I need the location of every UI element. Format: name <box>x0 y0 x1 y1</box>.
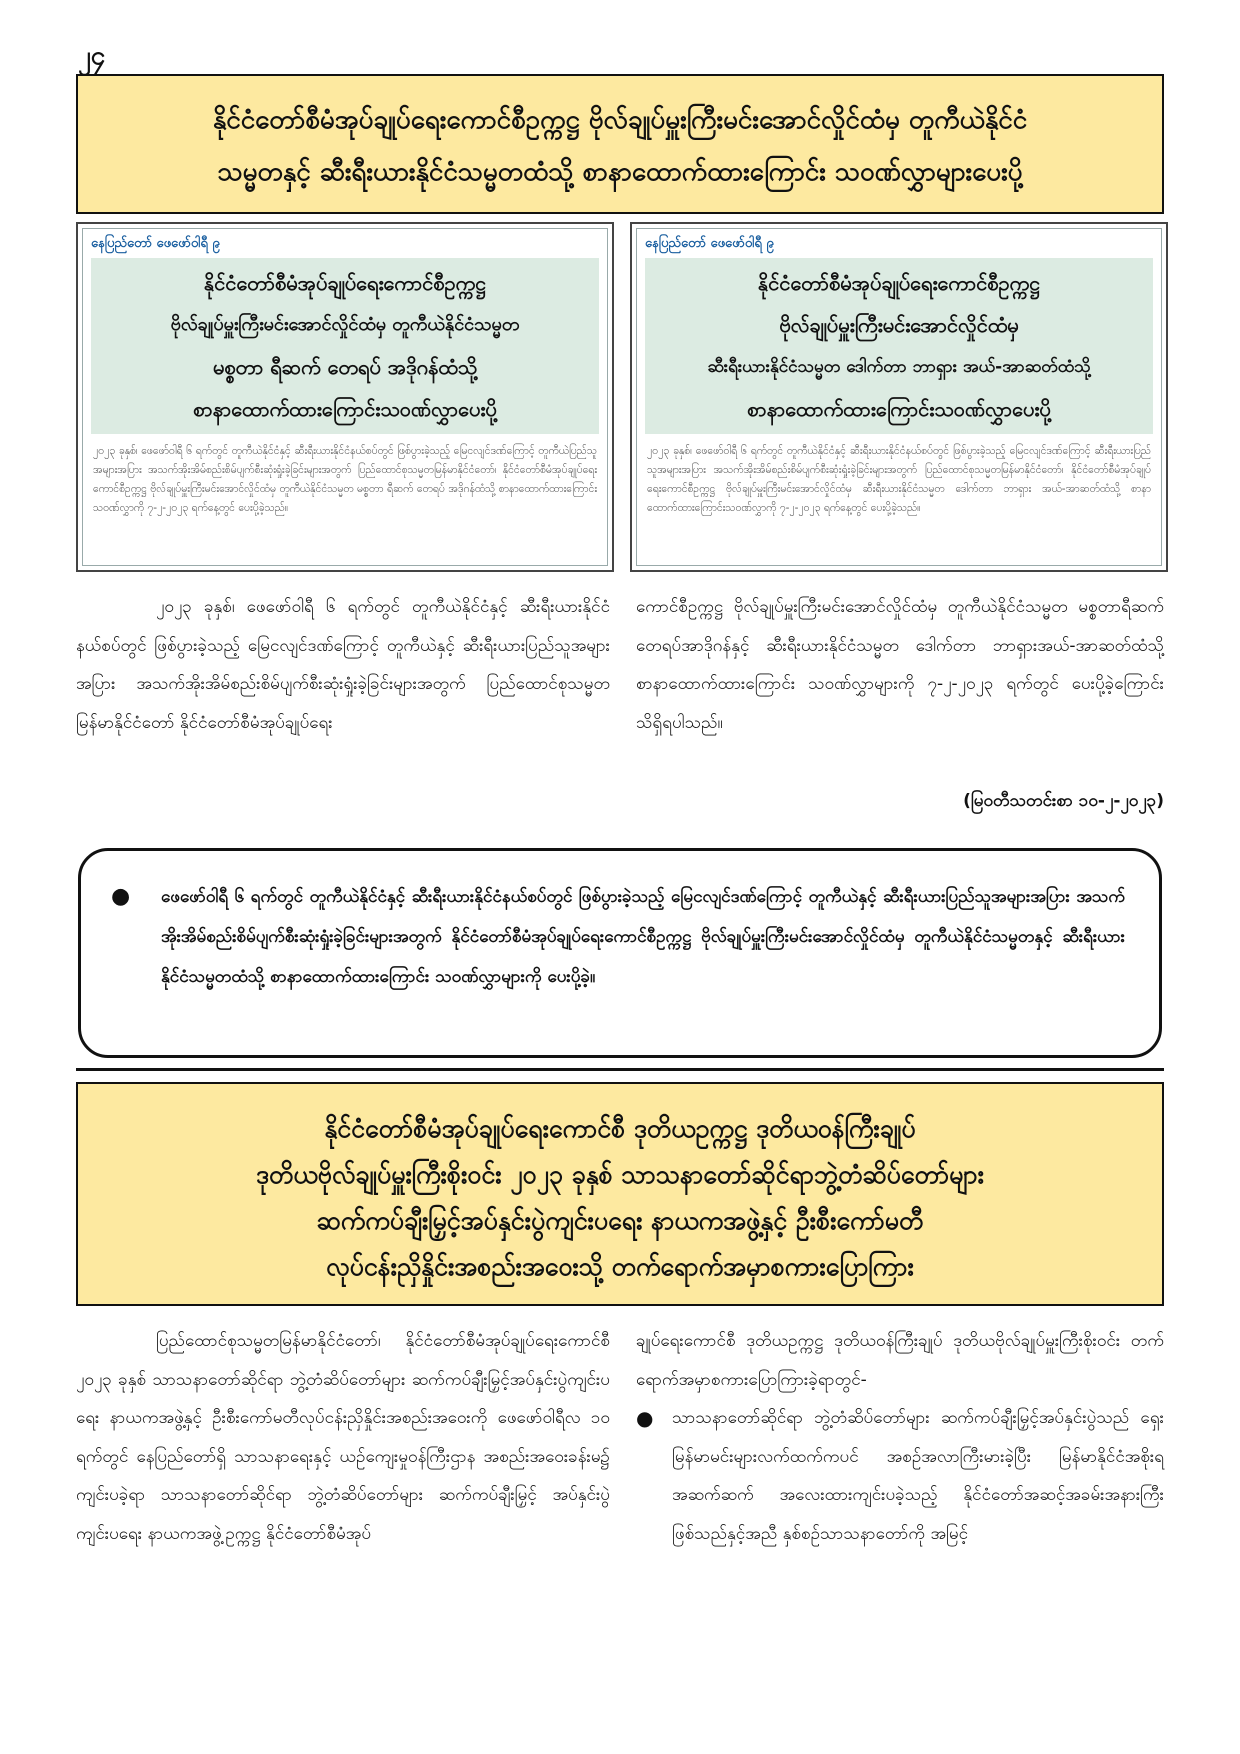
clipping-title <box>645 258 1153 434</box>
clipping-title-line: ဆီးရီးယားနိုင်ငံသမ္မတ ဒေါက်တာ ဘာရှား အယ်-အာဆတ်ထံသို့ <box>707 357 1091 377</box>
clipping-title-line: စာနာထောက်ထားကြောင်းသဝဏ်လွှာပေးပို့ <box>747 397 1051 421</box>
news-clipping-turkey <box>76 222 614 572</box>
section-divider <box>76 1068 1164 1071</box>
clipping-title <box>91 258 599 434</box>
paragraph: ပြည်ထောင်စုသမ္မတမြန်မာနိုင်ငံတော်၊ နိုင်ငံတော်စီမံအုပ်ချုပ်ရေးကောင်စီ ၂၀၂၃ ခုနှစ် သာသနာတော်ဆိုင်ရာ ဘွဲ့တံဆိပ်တော်များ ဆက်ကပ်ချီးမြှင့်အပ်နှင်းပွဲကျင်းပရေး နာယကအဖွဲ့နှင့် ဦးစီးကော်မတီလုပ်ငန်းညှိနှိုင်းအစည်းအဝေးကို ဖေဖော်ဝါရီလ ၁၀ ရက်တွင် နေပြည်တော်ရှိ သာသနာရေးနှင့် ယဉ်ကျေးမှုဝန်ကြီးဌာန အစည်းအဝေးခန်းမ၌ ကျင်းပခဲ့ရာ သာသနာတော်ဆိုင်ရာ ဘွဲ့တံဆိပ်တော်များ ဆက်ကပ်ချီးမြှင့် အပ်နှင်းပွဲကျင်းပရေး နာယကအဖွဲ့ဥက္ကဋ္ဌ နိုင်ငံတော်စီမံအုပ် <box>76 1331 610 1544</box>
news-clipping-syria <box>630 222 1168 572</box>
summary-box <box>78 848 1162 1058</box>
paragraph: ချုပ်ရေးကောင်စီ ဒုတိယဥက္ကဋ္ဌ ဒုတိယဝန်ကြီးချုပ် ဒုတိယဗိုလ်ချုပ်မှူးကြီးစိုးဝင်း တက်ရောက်အမှာစကားပြောကြားခဲ့ရာတွင်- <box>636 1331 1164 1390</box>
headline-line: နိုင်ငံတော်စီမံအုပ်ချုပ်ရေးကောင်စီ ဒုတိယဥက္ကဋ္ဌ ဒုတိယဝန်ကြီးချုပ် <box>324 1114 916 1143</box>
clipping-title-line: မစ္စတာ ရီဆက် တေရပ် အဒိုဂန်ထံသို့ <box>212 355 478 379</box>
article-2-column-2 <box>636 1322 1164 1553</box>
clipping-dateline: နေပြည်တော် ဖေဖော်ဝါရီ ၉ <box>91 236 220 251</box>
clipping-title-line: နိုင်ငံတော်စီမံအုပ်ချုပ်ရေးကောင်စီဥက္ကဋ္ဌ <box>203 271 487 295</box>
clipping-body: ၂၀၂၃ ခုနှစ်၊ ဖေဖော်ဝါရီ ၆ ရက်တွင် တူကီယဲနိုင်ငံနှင့် ဆီးရီးယားနိုင်ငံနယ်စပ်တွင် ဖြစ်ပွားခဲ့သည့် မြေငလျင်ဒဏ်ကြောင့် တူကီယဲပြည်သူအများအပြား အသက်အိုးအိမ်စည်းစိမ်ပျက်စီးဆုံးရှုံးခဲ့ခြင်းများအတွက် ပြည်ထောင်စုသမ္မတမြန်မာနိုင်ငံတော်၊ နိုင်ငံတော်စီမံအုပ်ချုပ်ရေးကောင်စီဥက္ကဋ္ဌ ဗိုလ်ချုပ်မှူးကြီးမင်းအောင်လှိုင်ထံမှ တူကီယဲနိုင်ငံသမ္မတ မစ္စတာ ရီဆက် တေရပ် အဒိုဂန်ထံသို့ စာနာထောက်ထားကြောင်း သဝဏ်လွှာကို ၇-၂-၂၀၂၃ ရက်နေ့တွင် ပေးပို့ခဲ့သည်။ <box>93 445 597 514</box>
headline-line: ဆက်ကပ်ချီးမြှင့်အပ်နှင်းပွဲကျင်းပရေး နာယကအဖွဲ့နှင့် ဦးစီးကော်မတီ <box>316 1206 924 1235</box>
headline-line: ဒုတိယဗိုလ်ချုပ်မှူးကြီးစိုးဝင်း ၂၀၂၃ ခုနှစ် သာသနာတော်ဆိုင်ရာဘွဲ့တံဆိပ်တော်များ <box>256 1160 984 1189</box>
bullet-item <box>636 1399 1164 1553</box>
source-citation: (မြဝတီသတင်းစာ ၁၀-၂-၂၀၂၃) <box>963 791 1164 811</box>
clipping-dateline: နေပြည်တော် ဖေဖော်ဝါရီ ၉ <box>645 236 774 251</box>
headline-top <box>76 74 1164 214</box>
headline-line: နိုင်ငံတော်စီမံအုပ်ချုပ်ရေးကောင်စီဥက္ကဋ္ဌ ဗိုလ်ချုပ်မှူးကြီးမင်းအောင်လှိုင်ထံမှ တူကီယဲနိုင်ငံ <box>212 105 1028 135</box>
article-1-column-2 <box>636 588 1164 742</box>
clipping-title-line: နိုင်ငံတော်စီမံအုပ်ချုပ်ရေးကောင်စီဥက္ကဋ္ဌ <box>757 271 1041 295</box>
paragraph: ကောင်စီဥက္ကဋ္ဌ ဗိုလ်ချုပ်မှူးကြီးမင်းအောင်လှိုင်ထံမှ တူကီယဲနိုင်ငံသမ္မတ မစ္စတာရီဆက်တေရပ်အာဒိုဂန်နှင့် ဆီးရီးယားနိုင်ငံသမ္မတ ဒေါက်တာ ဘာရှားအယ်-အာဆတ်ထံသို့ စာနာထောက်ထားကြောင်း သဝဏ်လွှာများကို ၇-၂-၂၀၂၃ ရက်တွင် ပေးပို့ခဲ့ကြောင်း သိရှိရပါသည်။ <box>636 597 1164 733</box>
headline-bottom <box>76 1082 1164 1306</box>
clipping-title-line: ဗိုလ်ချုပ်မှူးကြီးမင်းအောင်လှိုင်ထံမှ တူကီယဲနိုင်ငံသမ္မတ <box>170 314 520 335</box>
clipping-title-line: ဗိုလ်ချုပ်မှူးကြီးမင်းအောင်လှိုင်ထံမှ <box>779 313 1019 337</box>
headline-line: လုပ်ငန်းညှိနှိုင်းအစည်းအဝေးသို့ တက်ရောက်အမှာစကားပြောကြား <box>326 1252 914 1281</box>
article-1-column-1 <box>76 588 610 742</box>
page-number: ၂၄ <box>78 41 106 71</box>
clipping-title-line: စာနာထောက်ထားကြောင်းသဝဏ်လွှာပေးပို့ <box>193 397 497 421</box>
bullet-icon: ● <box>636 1406 654 1430</box>
headline-line: သမ္မတနှင့် ဆီးရီးယားနိုင်ငံသမ္မတထံသို့ စာနာထောက်ထားကြောင်း သဝဏ်လွှာများပေးပို့ <box>217 157 1023 187</box>
clipping-body: ၂၀၂၃ ခုနှစ်၊ ဖေဖော်ဝါရီ ၆ ရက်တွင် တူကီယဲနိုင်ငံနှင့် ဆီးရီးယားနိုင်ငံနယ်စပ်တွင် ဖြစ်ပွားခဲ့သည့် မြေငလျင်ဒဏ်ကြောင့် ဆီးရီးယားပြည်သူအများအပြား အသက်အိုးအိမ်စည်းစိမ်ပျက်စီးဆုံးရှုံးခဲ့ခြင်းများအတွက် ပြည်ထောင်စုသမ္မတမြန်မာနိုင်ငံတော်၊ နိုင်ငံတော်စီမံအုပ်ချုပ်ရေးကောင်စီဥက္ကဋ္ဌ ဗိုလ်ချုပ်မှူးကြီးမင်းအောင်လှိုင်ထံမှ ဆီးရီးယားနိုင်ငံသမ္မတ ဒေါက်တာ ဘာရှား အယ်-အာဆတ်ထံသို့ စာနာထောက်ထားကြောင်းသဝဏ်လွှာကို ၇-၂-၂၀၂၃ ရက်နေ့တွင် ပေးပို့ခဲ့သည်။ <box>647 445 1151 514</box>
bullet-text: သာသနာတော်ဆိုင်ရာ ဘွဲ့တံဆိပ်တော်များ ဆက်ကပ်ချီးမြှင့်အပ်နှင်းပွဲသည် ရှေးမြန်မာမင်းများလက်ထက်ကပင် အစဉ်အလာကြီးမားခဲ့ပြီး မြန်မာနိုင်ငံအစိုးရအဆက်ဆက် အလေးထားကျင်းပခဲ့သည့် နိုင်ငံတော်အဆင့်အခမ်းအနားကြီးဖြစ်သည်နှင့်အညီ နှစ်စဉ်သာသနာတော်ကို အမြင့် <box>672 1408 1164 1544</box>
bullet-icon: ● <box>111 884 131 909</box>
article-2-column-1 <box>76 1322 610 1553</box>
paragraph: ၂၀၂၃ ခုနှစ်၊ ဖေဖော်ဝါရီ ၆ ရက်တွင် တူကီယဲနိုင်ငံနှင့် ဆီးရီးယားနိုင်ငံနယ်စပ်တွင် ဖြစ်ပွားခဲ့သည့် မြေငလျင်ဒဏ်ကြောင့် တူကီယဲနှင့် ဆီးရီးယားပြည်သူအများအပြား အသက်အိုးအိမ်စည်းစိမ်ပျက်စီးဆုံးရှုံးခဲ့ခြင်းများအတွက် ပြည်ထောင်စုသမ္မတမြန်မာနိုင်ငံတော် နိုင်ငံတော်စီမံအုပ်ချုပ်ရေး <box>76 597 610 733</box>
summary-text: ဖေဖော်ဝါရီ ၆ ရက်တွင် တူကီယဲနိုင်ငံနှင့် ဆီးရီးယားနိုင်ငံနယ်စပ်တွင် ဖြစ်ပွားခဲ့သည့် မြေငလျင်ဒဏ်ကြောင့် တူကီယဲနှင့် ဆီးရီးယားပြည်သူအများအပြား အသက်အိုးအိမ်စည်းစိမ်ပျက်စီးဆုံးရှုံးခဲ့ခြင်းများအတွက် နိုင်ငံတော်စီမံအုပ်ချုပ်ရေးကောင်စီဥက္ကဋ္ဌ ဗိုလ်ချုပ်မှူးကြီးမင်းအောင်လှိုင်ထံမှ တူကီယဲနိုင်ငံသမ္မတနှင့် ဆီးရီးယားနိုင်ငံသမ္မတထံသို့ စာနာထောက်ထားကြောင်း သဝဏ်လွှာများကို ပေးပို့ခဲ့။ <box>161 887 1125 987</box>
